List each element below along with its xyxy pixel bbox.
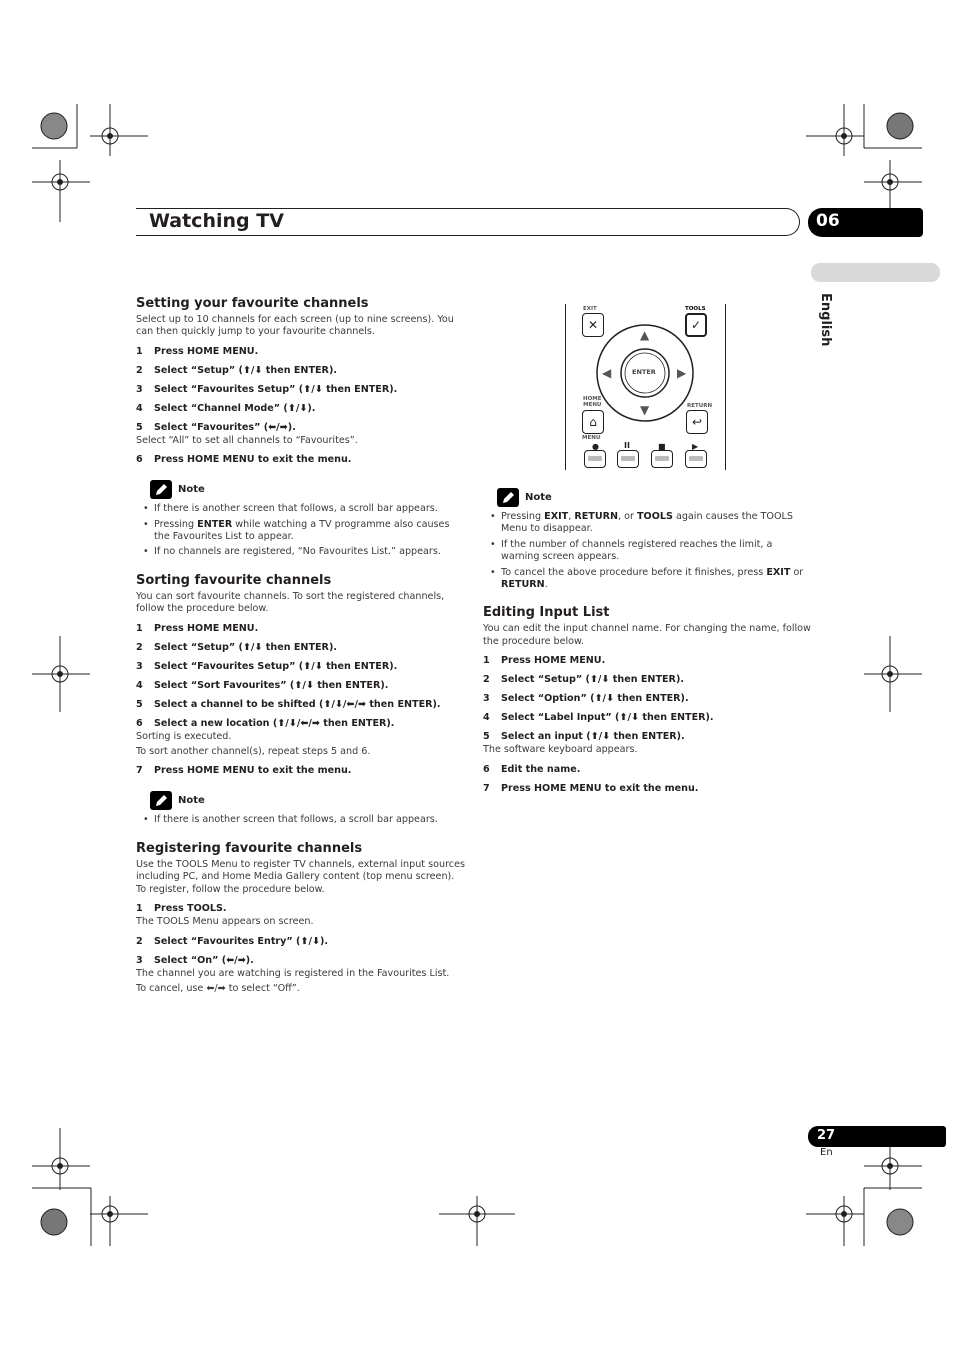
red-button-icon bbox=[584, 450, 606, 468]
exit-label: EXIT bbox=[583, 306, 597, 312]
step: 3 Select “Favourites Setup” (⬆/⬇ then ENTER). bbox=[136, 660, 398, 672]
section-intro: You can edit the input channel name. For changing the name, follow the procedure below. bbox=[483, 623, 811, 647]
section-intro: Use the TOOLS Menu to register TV channels, external input sources including PC, and Home Media Gallery content (top menu screen). To register, follow the procedure below. bbox=[136, 858, 465, 895]
note-item: • To cancel the above procedure before it finishes, press EXIT or RETURN. bbox=[499, 567, 813, 592]
page-language: En bbox=[820, 1147, 833, 1158]
step: 1 Press TOOLS. bbox=[136, 903, 227, 915]
step: 7 Press HOME MENU to exit the menu. bbox=[136, 765, 352, 777]
step: 1 Press HOME MENU. bbox=[136, 622, 259, 634]
left-arrow-icon: ◀ bbox=[602, 366, 612, 380]
language-tab bbox=[811, 263, 940, 282]
step: 2 Select “Setup” (⬆/⬇ then ENTER). bbox=[136, 364, 337, 376]
home-menu-label: HOME MENU bbox=[583, 396, 602, 408]
note-item: • If there is another screen that follows, a scroll bar appears. bbox=[152, 814, 466, 826]
note-item: • If no channels are registered, “No Favourites List.” appears. bbox=[152, 546, 466, 558]
step: 4 Select “Label Input” (⬆/⬇ then ENTER). bbox=[483, 712, 714, 724]
step: 2 Select “Favourites Entry” (⬆/⬇). bbox=[136, 935, 329, 947]
step: 4 Select “Sort Favourites” (⬆/⬇ then ENTER). bbox=[136, 679, 389, 691]
step: 6 Select a new location (⬆/⬇/⬅/➡ then ENTER). bbox=[136, 717, 395, 729]
step-detail: The TOOLS Menu appears on screen. bbox=[136, 916, 314, 928]
pause-icon: II bbox=[624, 441, 630, 450]
step: 1 Press HOME MENU. bbox=[483, 655, 606, 667]
note-header: Note bbox=[497, 488, 813, 507]
enter-label: ENTER bbox=[632, 368, 656, 376]
note-list bbox=[483, 511, 813, 591]
step: 4 Select “Channel Mode” (⬆/⬇). bbox=[136, 402, 316, 414]
step-detail: The channel you are watching is registered in the Favourites List. bbox=[136, 967, 450, 979]
language-label: English bbox=[818, 293, 833, 347]
step: 5 Select “Favourites” (⬅/➡). bbox=[136, 421, 296, 433]
step: 2 Select “Setup” (⬆/⬇ then ENTER). bbox=[483, 674, 684, 686]
section-intro: You can sort favourite channels. To sort the registered channels, follow the procedure below. bbox=[136, 590, 445, 615]
exit-button-icon: ✕ bbox=[582, 313, 604, 337]
step: 6 Edit the name. bbox=[483, 763, 581, 775]
stop-button-icon bbox=[651, 450, 673, 468]
note-item: • If there is another screen that follows, a scroll bar appears. bbox=[152, 503, 466, 515]
note-pencil-icon bbox=[150, 480, 172, 499]
section-title: Editing Input List bbox=[483, 605, 610, 621]
section-favourites bbox=[136, 296, 466, 559]
note-list bbox=[136, 503, 466, 559]
left-column bbox=[136, 296, 466, 995]
right-arrow-icon: ▶ bbox=[677, 366, 687, 380]
note-item: • Pressing ENTER while watching a TV programme also causes the Favourites List to appear. bbox=[152, 519, 466, 544]
section-intro: Select up to 10 channels for each screen (up to nine screens). You can then quickly jump to your favourite channels. bbox=[136, 314, 454, 338]
remote-diagram bbox=[565, 304, 727, 470]
play-button-icon bbox=[685, 450, 707, 468]
step: 7 Press HOME MENU to exit the menu. bbox=[483, 782, 699, 794]
note-item: • Pressing EXIT, RETURN, or TOOLS again causes the TOOLS Menu to disappear. bbox=[499, 511, 813, 536]
tools-label: TOOLS bbox=[685, 306, 706, 312]
step-detail: To sort another channel(s), repeat steps 5 and 6. bbox=[136, 746, 371, 758]
step: 5 Select an input (⬆/⬇ then ENTER). bbox=[483, 731, 685, 743]
step-detail: Select “All” to set all channels to “Favourites”. bbox=[136, 434, 358, 446]
pause-button-icon bbox=[617, 450, 639, 468]
chapter-number: 06 bbox=[808, 208, 923, 237]
section-title: Setting your favourite channels bbox=[136, 296, 369, 311]
home-menu-button-icon: ⌂ bbox=[582, 410, 604, 434]
note-list bbox=[136, 814, 466, 826]
step: 5 Select a channel to be shifted (⬆/⬇/⬅/➡ then ENTER). bbox=[136, 698, 441, 710]
section-sorting bbox=[136, 573, 466, 827]
note-header: Note bbox=[150, 480, 466, 499]
return-label: RETURN bbox=[687, 403, 713, 409]
step: 2 Select “Setup” (⬆/⬇ then ENTER). bbox=[136, 641, 337, 653]
up-arrow-icon: ▲ bbox=[640, 328, 650, 342]
step: 3 Select “Favourites Setup” (⬆/⬇ then ENTER). bbox=[136, 383, 398, 395]
note-pencil-icon bbox=[150, 791, 172, 810]
down-arrow-icon: ▼ bbox=[640, 403, 650, 417]
play-icon: ▶ bbox=[692, 442, 699, 451]
page-number: 27 bbox=[808, 1126, 946, 1147]
note-header: Note bbox=[150, 791, 466, 810]
page-title: Watching TV bbox=[149, 210, 284, 232]
section-editing bbox=[483, 605, 813, 794]
menu-label: MENU bbox=[582, 435, 601, 441]
step: 6 Press HOME MENU to exit the menu. bbox=[136, 454, 352, 466]
tools-button-icon: ✓ bbox=[685, 313, 707, 337]
note-pencil-icon bbox=[497, 488, 519, 507]
note-item: • If the number of channels registered reaches the limit, a warning screen appears. bbox=[499, 539, 813, 564]
step-detail: Sorting is executed. bbox=[136, 730, 232, 742]
right-column bbox=[483, 488, 813, 795]
step-detail: The software keyboard appears. bbox=[483, 744, 638, 756]
section-registering bbox=[136, 841, 466, 995]
return-button-icon: ↩ bbox=[686, 410, 708, 434]
step: 1 Press HOME MENU. bbox=[136, 345, 259, 357]
dot-icon: ● bbox=[592, 442, 599, 451]
stop-icon: ■ bbox=[658, 442, 666, 451]
step: 3 Select “On” (⬅/➡). bbox=[136, 954, 254, 966]
step: 3 Select “Option” (⬆/⬇ then ENTER). bbox=[483, 693, 689, 705]
step-detail: To cancel, use ⬅/➡ to select “Off”. bbox=[136, 982, 300, 994]
section-title: Registering favourite channels bbox=[136, 840, 363, 856]
section-title: Sorting favourite channels bbox=[136, 572, 332, 588]
